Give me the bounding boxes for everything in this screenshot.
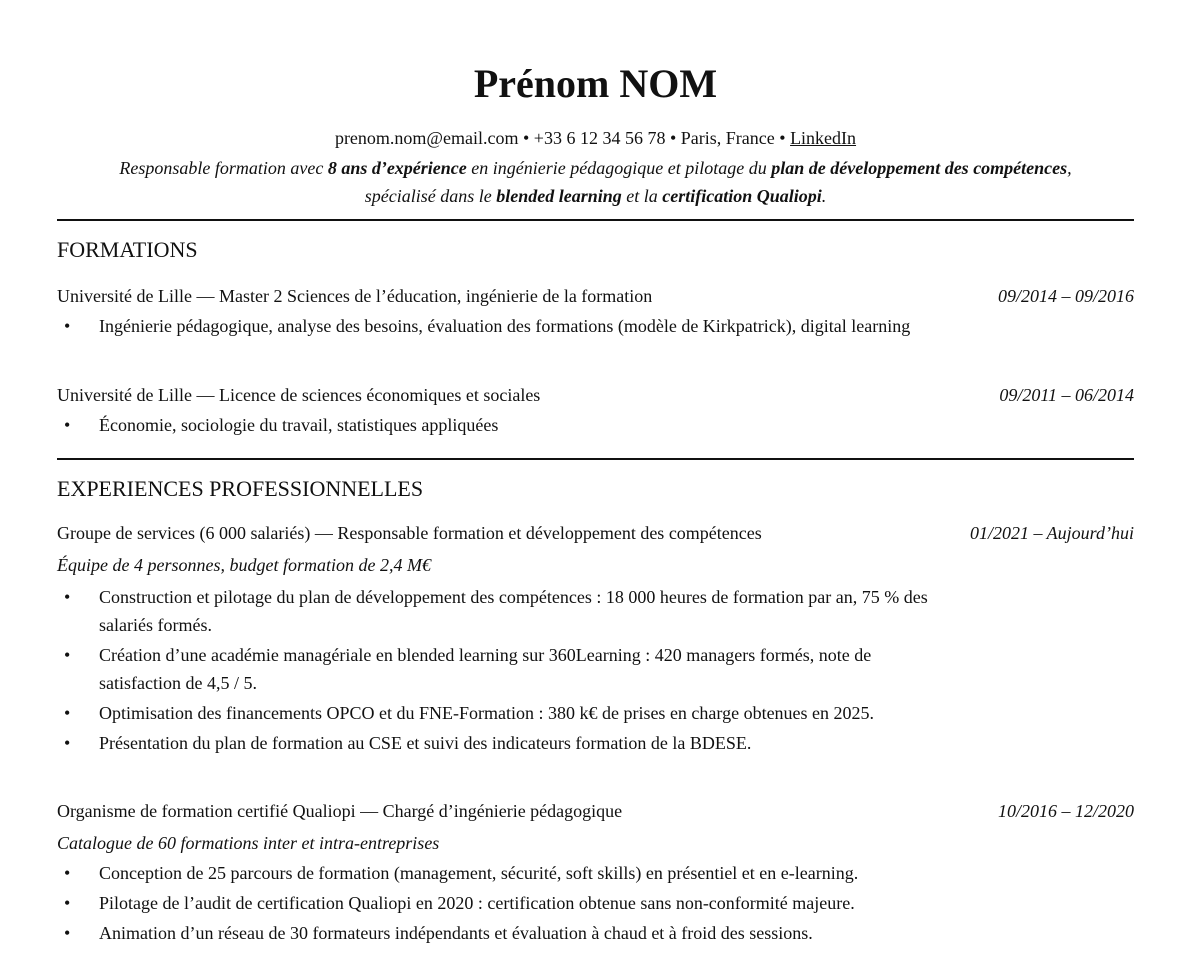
entry-dates: 09/2011 – 06/2014 — [999, 385, 1134, 405]
summary-text: spécialisé dans le — [364, 186, 497, 206]
list-item: • Création d’une académie managériale en blended learning sur 360Learning : 420 managers formés, note de satisfaction de 4,5 / 5. — [57, 641, 947, 697]
summary-highlight: 8 ans d’expérience — [327, 158, 467, 178]
email-text: prenom.nom@email.com — [334, 128, 519, 148]
experience-bullets — [57, 859, 977, 949]
education-entry-heading — [57, 284, 1134, 308]
list-item: • Ingénierie pédagogique, analyse des besoins, évaluation des formations (modèle de Kirkpatrick), digital learning — [57, 312, 957, 340]
entry-title: Université de Lille — Master 2 Sciences de l’éducation, ingénierie de la formation — [57, 286, 653, 306]
experience-bullets — [57, 583, 947, 759]
summary-text: Responsable formation avec — [119, 158, 328, 178]
entry-subtitle: Catalogue de 60 formations inter et intra-entreprises — [57, 833, 440, 853]
entry-dates: 01/2021 – Aujourd’hui — [969, 523, 1134, 543]
experience-entry-heading — [57, 521, 1134, 545]
contact-line — [57, 126, 1134, 150]
entry-subtitle: Équipe de 4 personnes, budget formation de 2,4 M€ — [57, 555, 431, 575]
summary-text: . — [821, 186, 827, 206]
section-title-experiences: EXPERIENCES PROFESSIONNELLES — [57, 476, 424, 501]
list-item: • Conception de 25 parcours de formation (management, sécurité, soft skills) en présentiel et en e-learning. — [57, 859, 977, 887]
list-item: • Économie, sociologie du travail, statistiques appliquées — [57, 411, 957, 439]
list-item: • Pilotage de l’audit de certification Qualiopi en 2020 : certification obtenue sans non-conformité majeure. — [57, 889, 977, 917]
separator: • — [774, 128, 791, 148]
list-item: • Présentation du plan de formation au CSE et suivi des indicateurs formation de la BDESE. — [57, 729, 947, 757]
summary-text: en ingénierie pédagogique et pilotage du — [466, 158, 772, 178]
section-divider — [57, 219, 1134, 221]
separator: • — [518, 128, 534, 148]
summary-highlight: certification Qualiopi — [662, 186, 822, 206]
education-bullets — [57, 411, 957, 441]
candidate-name: Prénom NOM — [473, 61, 718, 106]
entry-title: Groupe de services (6 000 salariés) — Responsable formation et développement des compétences — [57, 523, 762, 543]
entry-dates: 10/2016 – 12/2020 — [997, 801, 1134, 821]
entry-dates: 09/2014 – 09/2016 — [997, 286, 1134, 306]
education-bullets — [57, 312, 957, 342]
section-title-formations: FORMATIONS — [57, 237, 198, 262]
entry-title: Organisme de formation certifié Qualiopi — Chargé d’ingénierie pédagogique — [57, 801, 623, 821]
linkedin-link[interactable]: LinkedIn — [790, 128, 857, 148]
education-entry-heading — [57, 383, 1134, 407]
phone-text: +33 6 12 34 56 78 — [533, 128, 666, 148]
summary-text: , — [1067, 158, 1072, 178]
summary-text: et la — [621, 186, 663, 206]
separator: • — [665, 128, 681, 148]
summary-highlight: blended learning — [496, 186, 622, 206]
list-item: • Optimisation des financements OPCO et du FNE-Formation : 380 k€ de prises en charge obtenues en 2025. — [57, 699, 947, 727]
summary-highlight: plan de développement des compétences — [771, 158, 1068, 178]
experience-entry-heading — [57, 799, 1134, 823]
entry-title: Université de Lille — Licence de sciences économiques et sociales — [57, 385, 541, 405]
list-item: • Animation d’un réseau de 30 formateurs indépendants et évaluation à chaud et à froid des sessions. — [57, 919, 977, 947]
profile-summary — [57, 154, 1134, 210]
location-text: Paris, France — [680, 128, 775, 148]
section-divider — [57, 458, 1134, 460]
list-item: • Construction et pilotage du plan de développement des compétences : 18 000 heures de formation par an, 75 % des salariés formés. — [57, 583, 947, 639]
